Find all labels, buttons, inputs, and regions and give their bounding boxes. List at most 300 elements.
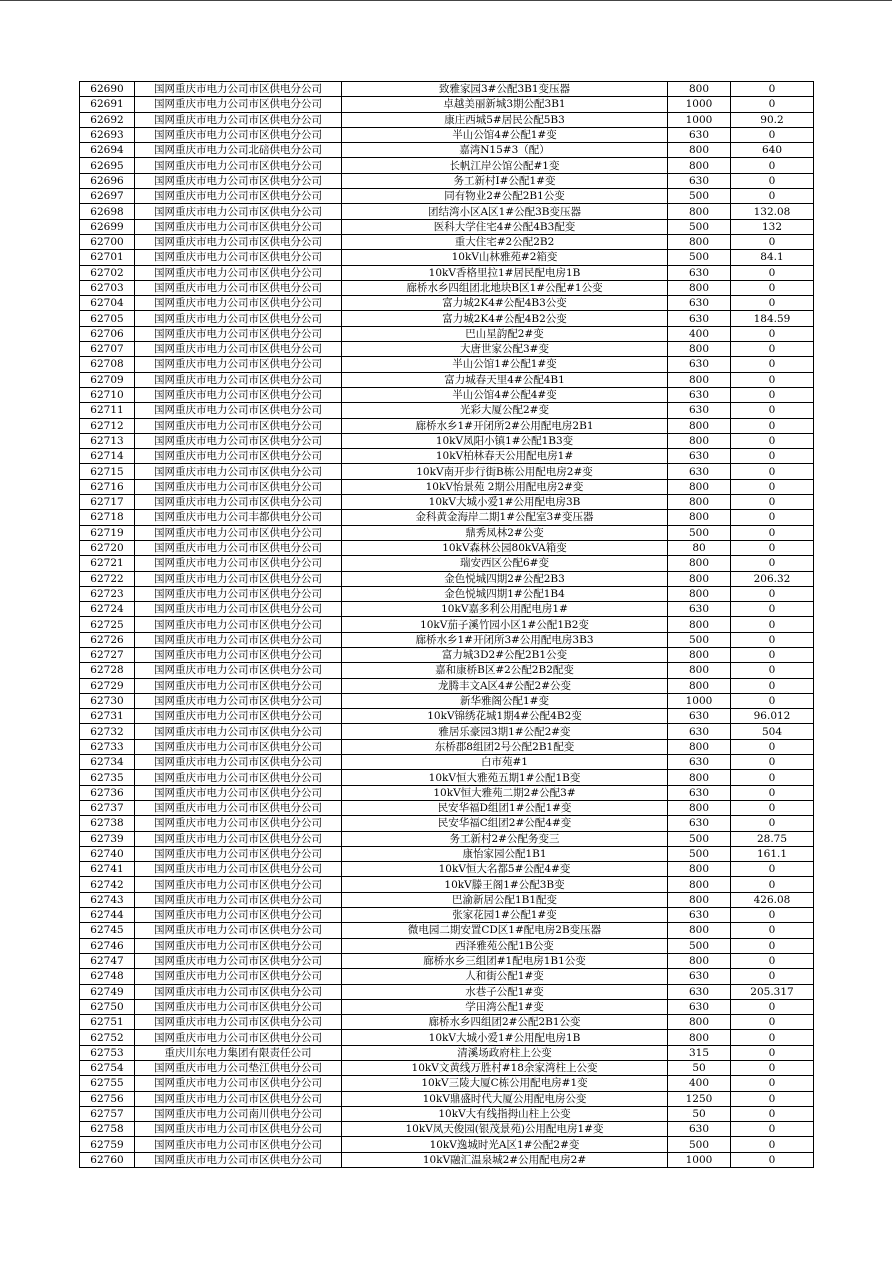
company-name-cell: 国网重庆市电力公司市区供电分公司 [135,464,342,479]
equipment-name-cell: 康怡家园公配1B1 [342,846,668,861]
equipment-name-cell: 10kV逸城时光A区1#公配2#变 [342,1137,668,1152]
capacity-cell: 800 [668,586,731,601]
table-row [80,969,814,984]
capacity-cell: 1000 [668,693,731,708]
capacity-cell: 500 [668,250,731,265]
capacity-cell: 500 [668,1137,731,1152]
value-cell: 0 [731,1137,814,1152]
row-id-cell: 62744 [80,908,135,923]
value-cell: 0 [731,999,814,1014]
value-cell: 161.1 [731,846,814,861]
capacity-cell: 400 [668,1076,731,1091]
capacity-cell: 800 [668,342,731,357]
value-cell: 0 [731,1061,814,1076]
table-row [80,709,814,724]
row-id-cell: 62741 [80,862,135,877]
company-name-cell: 国网重庆市电力公司市区供电分公司 [135,571,342,586]
capacity-cell: 1250 [668,1091,731,1106]
row-id-cell: 62719 [80,525,135,540]
value-cell: 0 [731,479,814,494]
row-id-cell: 62729 [80,678,135,693]
value-cell: 0 [731,938,814,953]
equipment-name-cell: 廊桥水乡1#开闭所3#公用配电房3B3 [342,632,668,647]
value-cell: 0 [731,158,814,173]
value-cell: 205.317 [731,984,814,999]
value-cell: 206.32 [731,571,814,586]
equipment-name-cell: 10kV森林公园80kVA箱变 [342,540,668,555]
row-id-cell: 62754 [80,1061,135,1076]
row-id-cell: 62721 [80,556,135,571]
equipment-name-cell: 医科大学住宅4#公配4B3配变 [342,219,668,234]
table-row [80,816,814,831]
table-row [80,112,814,127]
value-cell: 0 [731,418,814,433]
equipment-name-cell: 龙腾丰文A区4#公配2#公变 [342,678,668,693]
company-name-cell: 国网重庆市电力公司市区供电分公司 [135,540,342,555]
table-row [80,265,814,280]
table-row [80,1152,814,1167]
company-name-cell: 国网重庆市电力公司市区供电分公司 [135,862,342,877]
substation-table [79,81,814,1168]
row-id-cell: 62734 [80,755,135,770]
value-cell: 0 [731,265,814,280]
company-name-cell: 国网重庆市电力公司市区供电分公司 [135,755,342,770]
row-id-cell: 62691 [80,97,135,112]
equipment-name-cell: 10kV山林雅苑#2箱变 [342,250,668,265]
capacity-cell: 630 [668,969,731,984]
capacity-cell: 800 [668,678,731,693]
capacity-cell: 630 [668,984,731,999]
table-row [80,663,814,678]
company-name-cell: 国网重庆市电力公司市区供电分公司 [135,433,342,448]
company-name-cell: 国网重庆市电力公司市区供电分公司 [135,387,342,402]
value-cell: 0 [731,923,814,938]
value-cell: 0 [731,540,814,555]
capacity-cell: 800 [668,663,731,678]
capacity-cell: 800 [668,234,731,249]
equipment-name-cell: 10kV茄子溪竹园小区1#公配1B2变 [342,617,668,632]
row-id-cell: 62742 [80,877,135,892]
row-id-cell: 62726 [80,632,135,647]
table-row [80,433,814,448]
table-row [80,342,814,357]
value-cell: 0 [731,173,814,188]
capacity-cell: 630 [668,464,731,479]
capacity-cell: 630 [668,449,731,464]
row-id-cell: 62698 [80,204,135,219]
company-name-cell: 国网重庆市电力公司市区供电分公司 [135,999,342,1014]
company-name-cell: 国网重庆市电力公司市区供电分公司 [135,495,342,510]
table-row [80,357,814,372]
row-id-cell: 62739 [80,831,135,846]
capacity-cell: 630 [668,1122,731,1137]
company-name-cell: 国网重庆市电力公司市区供电分公司 [135,449,342,464]
row-id-cell: 62709 [80,372,135,387]
capacity-cell: 630 [668,296,731,311]
company-name-cell: 国网重庆市电力公司市区供电分公司 [135,908,342,923]
table-row [80,1045,814,1060]
value-cell: 0 [731,1045,814,1060]
value-cell: 0 [731,342,814,357]
table-row [80,953,814,968]
value-cell: 0 [731,953,814,968]
row-id-cell: 62753 [80,1045,135,1060]
row-id-cell: 62740 [80,846,135,861]
equipment-name-cell: 水巷子公配1#变 [342,984,668,999]
table-row [80,127,814,142]
company-name-cell: 国网重庆市电力公司市区供电分公司 [135,1015,342,1030]
equipment-name-cell: 10kV恒大名都5#公配4#变 [342,862,668,877]
company-name-cell: 国网重庆市电力公司垫江供电分公司 [135,1061,342,1076]
equipment-name-cell: 10kV香格里拉1#居民配电房1B [342,265,668,280]
row-id-cell: 62718 [80,510,135,525]
value-cell: 0 [731,647,814,662]
row-id-cell: 62736 [80,785,135,800]
row-id-cell: 62700 [80,234,135,249]
row-id-cell: 62743 [80,892,135,907]
company-name-cell: 国网重庆市电力公司市区供电分公司 [135,204,342,219]
row-id-cell: 62748 [80,969,135,984]
table-row [80,495,814,510]
equipment-name-cell: 10kV大城小爱1#公用配电房1B [342,1030,668,1045]
capacity-cell: 500 [668,831,731,846]
capacity-cell: 500 [668,632,731,647]
company-name-cell: 国网重庆市电力公司市区供电分公司 [135,709,342,724]
value-cell: 0 [731,1091,814,1106]
company-name-cell: 国网重庆市电力公司市区供电分公司 [135,219,342,234]
table-row [80,770,814,785]
table-row [80,234,814,249]
company-name-cell: 国网重庆市电力公司市区供电分公司 [135,403,342,418]
value-cell: 0 [731,326,814,341]
equipment-name-cell: 鼎秀凤林2#公变 [342,525,668,540]
table-row [80,862,814,877]
value-cell: 0 [731,525,814,540]
table-row [80,1091,814,1106]
row-id-cell: 62711 [80,403,135,418]
capacity-cell: 800 [668,800,731,815]
value-cell: 0 [731,1122,814,1137]
table-row [80,693,814,708]
company-name-cell: 国网重庆市电力公司市区供电分公司 [135,342,342,357]
table-row [80,326,814,341]
company-name-cell: 国网重庆市电力公司市区供电分公司 [135,112,342,127]
row-id-cell: 62723 [80,586,135,601]
table-row [80,1137,814,1152]
company-name-cell: 国网重庆市电力公司市区供电分公司 [135,617,342,632]
capacity-cell: 800 [668,158,731,173]
table-row [80,311,814,326]
company-name-cell: 国网重庆市电力公司市区供电分公司 [135,372,342,387]
row-id-cell: 62713 [80,433,135,448]
row-id-cell: 62712 [80,418,135,433]
company-name-cell: 国网重庆市电力公司北碚供电分公司 [135,143,342,158]
value-cell: 0 [731,617,814,632]
equipment-name-cell: 半山公馆4#公配4#变 [342,387,668,402]
value-cell: 0 [731,877,814,892]
value-cell: 0 [731,586,814,601]
row-id-cell: 62746 [80,938,135,953]
row-id-cell: 62710 [80,387,135,402]
row-id-cell: 62716 [80,479,135,494]
table-row [80,510,814,525]
table-row [80,387,814,402]
capacity-cell: 800 [668,204,731,219]
table-row [80,892,814,907]
value-cell: 0 [731,127,814,142]
table-row [80,831,814,846]
equipment-name-cell: 学田湾公配1#变 [342,999,668,1014]
equipment-name-cell: 民安华福C组团2#公配4#变 [342,816,668,831]
company-name-cell: 国网重庆市电力公司市区供电分公司 [135,739,342,754]
equipment-name-cell: 富力城2K4#公配4B3公变 [342,296,668,311]
equipment-name-cell: 半山公馆4#公配1#变 [342,127,668,142]
value-cell: 0 [731,800,814,815]
value-cell: 0 [731,1106,814,1121]
table-row [80,250,814,265]
table-row [80,540,814,555]
company-name-cell: 国网重庆市电力公司市区供电分公司 [135,1137,342,1152]
capacity-cell: 630 [668,816,731,831]
capacity-cell: 800 [668,770,731,785]
company-name-cell: 国网重庆市电力公司市区供电分公司 [135,1122,342,1137]
company-name-cell: 国网重庆市电力公司市区供电分公司 [135,280,342,295]
table-row [80,647,814,662]
equipment-name-cell: 10kV融汇温泉城2#公用配电房2# [342,1152,668,1167]
table-row [80,219,814,234]
capacity-cell: 800 [668,556,731,571]
table-row [80,372,814,387]
equipment-name-cell: 嘉湾N15#3（配） [342,143,668,158]
equipment-name-cell: 10kV恒大雅苑二期2#公配3# [342,785,668,800]
value-cell: 0 [731,1152,814,1167]
value-cell: 132.08 [731,204,814,219]
value-cell: 0 [731,1076,814,1091]
value-cell: 0 [731,510,814,525]
row-id-cell: 62724 [80,602,135,617]
row-id-cell: 62731 [80,709,135,724]
equipment-name-cell: 张家花园1#公配1#变 [342,908,668,923]
value-cell: 0 [731,372,814,387]
value-cell: 0 [731,433,814,448]
company-name-cell: 国网重庆市电力公司市区供电分公司 [135,296,342,311]
equipment-name-cell: 10kV柏林春天公用配电房1# [342,449,668,464]
equipment-name-cell: 10kV嘉多利公用配电房1# [342,602,668,617]
company-name-cell: 国网重庆市电力公司市区供电分公司 [135,556,342,571]
equipment-name-cell: 清溪场政府柱上公变 [342,1045,668,1060]
value-cell: 504 [731,724,814,739]
row-id-cell: 62738 [80,816,135,831]
value-cell: 0 [731,862,814,877]
value-cell: 640 [731,143,814,158]
table-row [80,724,814,739]
company-name-cell: 国网重庆市电力公司市区供电分公司 [135,311,342,326]
table-body [80,82,814,1168]
capacity-cell: 630 [668,265,731,280]
table-row [80,1015,814,1030]
equipment-name-cell: 西泽雅苑公配1B公变 [342,938,668,953]
company-name-cell: 国网重庆市电力公司市区供电分公司 [135,724,342,739]
table-row [80,479,814,494]
capacity-cell: 500 [668,846,731,861]
row-id-cell: 62730 [80,693,135,708]
equipment-name-cell: 富力城春天里4#公配4B1 [342,372,668,387]
table-row [80,571,814,586]
capacity-cell: 630 [668,785,731,800]
capacity-cell: 800 [668,647,731,662]
capacity-cell: 1000 [668,1152,731,1167]
equipment-name-cell: 廊桥水乡1#开闭所2#公用配电房2B1 [342,418,668,433]
equipment-name-cell: 同有物业2#公配2B1公变 [342,189,668,204]
value-cell: 184.59 [731,311,814,326]
table-row [80,1106,814,1121]
company-name-cell: 国网重庆市电力公司市区供电分公司 [135,846,342,861]
row-id-cell: 62690 [80,82,135,97]
company-name-cell: 国网重庆市电力公司市区供电分公司 [135,969,342,984]
capacity-cell: 500 [668,525,731,540]
value-cell: 0 [731,663,814,678]
row-id-cell: 62747 [80,953,135,968]
row-id-cell: 62752 [80,1030,135,1045]
capacity-cell: 800 [668,495,731,510]
row-id-cell: 62706 [80,326,135,341]
value-cell: 0 [731,632,814,647]
company-name-cell: 国网重庆市电力公司市区供电分公司 [135,831,342,846]
value-cell: 0 [731,693,814,708]
row-id-cell: 62745 [80,923,135,938]
capacity-cell: 800 [668,433,731,448]
equipment-name-cell: 务工新村2#公配务变三 [342,831,668,846]
value-cell: 0 [731,403,814,418]
capacity-cell: 630 [668,755,731,770]
company-name-cell: 国网重庆市电力公司市区供电分公司 [135,173,342,188]
company-name-cell: 国网重庆市电力公司市区供电分公司 [135,770,342,785]
value-cell: 84.1 [731,250,814,265]
equipment-name-cell: 10kV大有线指拇山柱上公变 [342,1106,668,1121]
equipment-name-cell: 10kV文黄线万胜村#18余家湾柱上公变 [342,1061,668,1076]
value-cell: 0 [731,770,814,785]
value-cell: 0 [731,908,814,923]
table-row [80,296,814,311]
capacity-cell: 400 [668,326,731,341]
company-name-cell: 国网重庆市电力公司市区供电分公司 [135,326,342,341]
row-id-cell: 62703 [80,280,135,295]
capacity-cell: 630 [668,357,731,372]
value-cell: 0 [731,816,814,831]
row-id-cell: 62757 [80,1106,135,1121]
value-cell: 0 [731,739,814,754]
capacity-cell: 1000 [668,97,731,112]
company-name-cell: 国网重庆市电力公司市区供电分公司 [135,479,342,494]
equipment-name-cell: 人和街公配1#变 [342,969,668,984]
capacity-cell: 800 [668,877,731,892]
company-name-cell: 国网重庆市电力公司市区供电分公司 [135,265,342,280]
equipment-name-cell: 10kV怡景苑 2期公用配电房2#变 [342,479,668,494]
equipment-name-cell: 巴山星韵配2#变 [342,326,668,341]
equipment-name-cell: 富力城2K4#公配4B2公变 [342,311,668,326]
company-name-cell: 国网重庆市电力公司市区供电分公司 [135,647,342,662]
equipment-name-cell: 民安华福D组团1#公配1#变 [342,800,668,815]
company-name-cell: 国网重庆市电力公司市区供电分公司 [135,938,342,953]
capacity-cell: 630 [668,724,731,739]
row-id-cell: 62720 [80,540,135,555]
equipment-name-cell: 长帆江岸公馆公配#1变 [342,158,668,173]
table-row [80,97,814,112]
row-id-cell: 62725 [80,617,135,632]
row-id-cell: 62732 [80,724,135,739]
row-id-cell: 62728 [80,663,135,678]
equipment-name-cell: 瑞安西区公配6#变 [342,556,668,571]
company-name-cell: 国网重庆市电力公司市区供电分公司 [135,678,342,693]
company-name-cell: 国网重庆市电力公司市区供电分公司 [135,785,342,800]
capacity-cell: 630 [668,173,731,188]
company-name-cell: 国网重庆市电力公司市区供电分公司 [135,877,342,892]
capacity-cell: 800 [668,892,731,907]
equipment-name-cell: 金色悦城四期1#公配1B4 [342,586,668,601]
capacity-cell: 1000 [668,112,731,127]
row-id-cell: 62735 [80,770,135,785]
table-row [80,617,814,632]
equipment-name-cell: 务工新村I#公配1#变 [342,173,668,188]
value-cell: 0 [731,969,814,984]
company-name-cell: 国网重庆市电力公司市区供电分公司 [135,250,342,265]
row-id-cell: 62760 [80,1152,135,1167]
company-name-cell: 重庆川东电力集团有限责任公司 [135,1045,342,1060]
capacity-cell: 630 [668,403,731,418]
capacity-cell: 630 [668,602,731,617]
value-cell: 90.2 [731,112,814,127]
capacity-cell: 630 [668,387,731,402]
table-row [80,1076,814,1091]
value-cell: 0 [731,280,814,295]
value-cell: 0 [731,602,814,617]
capacity-cell: 80 [668,540,731,555]
row-id-cell: 62733 [80,739,135,754]
company-name-cell: 国网重庆市电力公司市区供电分公司 [135,693,342,708]
table-row [80,1061,814,1076]
table-row [80,449,814,464]
table-row [80,556,814,571]
capacity-cell: 630 [668,311,731,326]
value-cell: 132 [731,219,814,234]
capacity-cell: 800 [668,510,731,525]
equipment-name-cell: 卓越美丽新城3期公配3B1 [342,97,668,112]
value-cell: 0 [731,357,814,372]
value-cell: 0 [731,82,814,97]
capacity-cell: 50 [668,1061,731,1076]
value-cell: 0 [731,189,814,204]
company-name-cell: 国网重庆市电力公司市区供电分公司 [135,158,342,173]
row-id-cell: 62708 [80,357,135,372]
row-id-cell: 62702 [80,265,135,280]
company-name-cell: 国网重庆市电力公司市区供电分公司 [135,525,342,540]
value-cell: 0 [731,1030,814,1045]
company-name-cell: 国网重庆市电力公司市区供电分公司 [135,984,342,999]
company-name-cell: 国网重庆市电力公司市区供电分公司 [135,632,342,647]
company-name-cell: 国网重庆市电力公司市区供电分公司 [135,1091,342,1106]
row-id-cell: 62759 [80,1137,135,1152]
capacity-cell: 800 [668,571,731,586]
row-id-cell: 62749 [80,984,135,999]
equipment-name-cell: 10kV锦绣花城1期4#公配4B2变 [342,709,668,724]
company-name-cell: 国网重庆市电力公司市区供电分公司 [135,127,342,142]
equipment-name-cell: 廊桥水乡四组团北地块B区1#公配#1公变 [342,280,668,295]
capacity-cell: 800 [668,372,731,387]
row-id-cell: 62701 [80,250,135,265]
table-row [80,173,814,188]
row-id-cell: 62707 [80,342,135,357]
value-cell: 28.75 [731,831,814,846]
